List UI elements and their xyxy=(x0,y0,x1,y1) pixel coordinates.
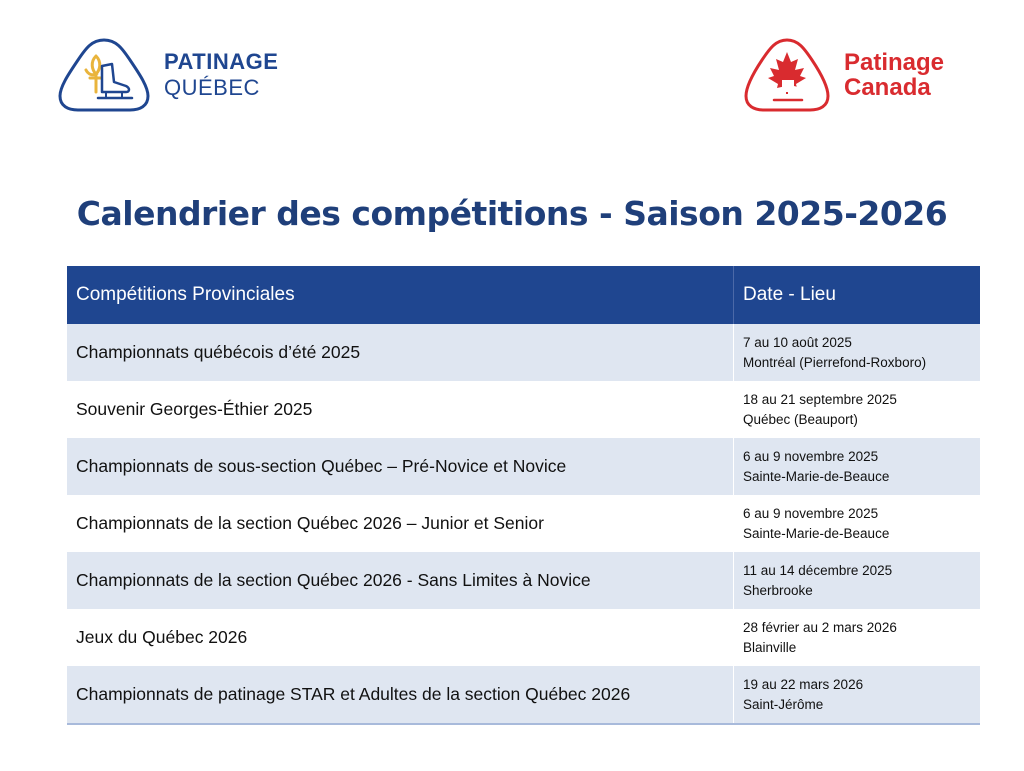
competition-place: Sainte-Marie-de-Beauce xyxy=(743,468,890,484)
date-location xyxy=(734,495,981,552)
logo-canada-line2: Canada xyxy=(844,74,931,101)
header-competitions: Compétitions Provinciales xyxy=(67,266,734,324)
table-header-row xyxy=(67,266,980,324)
page-title: Calendrier des compétitions - Saison 2025-2026 xyxy=(76,194,948,233)
table-row xyxy=(67,381,980,438)
date-location xyxy=(734,324,981,381)
date-location xyxy=(734,552,981,609)
maple-leaf-skate-icon xyxy=(742,36,832,114)
logo-canada-line1: Patinage xyxy=(844,48,945,76)
competition-date: 28 février au 2 mars 2026 xyxy=(743,619,897,635)
competition-name: Souvenir Georges-Éthier 2025 xyxy=(67,381,734,438)
competition-date: 11 au 14 décembre 2025 xyxy=(743,562,893,578)
competitions-table xyxy=(67,266,980,725)
logo-quebec-line1: PATINAGE xyxy=(164,49,279,74)
competition-date: 19 au 22 mars 2026 xyxy=(743,676,864,692)
table-row xyxy=(67,495,980,552)
date-location xyxy=(734,666,981,724)
competition-name: Championnats de sous-section Québec – Pré-Novice et Novice xyxy=(67,438,734,495)
logo-quebec-line2: QUÉBEC xyxy=(164,75,260,100)
competition-date: 18 au 21 septembre 2025 xyxy=(743,391,897,407)
competition-place: Sherbrooke xyxy=(743,582,813,598)
competition-name: Championnats de la section Québec 2026 - Sans Limites à Novice xyxy=(67,552,734,609)
table-row xyxy=(67,552,980,609)
competition-place: Saint-Jérôme xyxy=(743,696,824,712)
table-row xyxy=(67,324,980,381)
competition-place: Blainville xyxy=(743,639,797,655)
competition-place: Montréal (Pierrefond-Roxboro) xyxy=(743,354,927,370)
competition-name: Championnats de patinage STAR et Adultes de la section Québec 2026 xyxy=(67,666,734,724)
competition-name: Jeux du Québec 2026 xyxy=(67,609,734,666)
competition-place: Québec (Beauport) xyxy=(743,411,858,427)
competition-name: Championnats québécois d’été 2025 xyxy=(67,324,734,381)
competition-date: 6 au 9 novembre 2025 xyxy=(743,448,879,464)
date-location xyxy=(734,438,981,495)
table-row xyxy=(67,666,980,724)
date-location xyxy=(734,609,981,666)
competition-date: 6 au 9 novembre 2025 xyxy=(743,505,879,521)
table-row xyxy=(67,438,980,495)
date-location xyxy=(734,381,981,438)
competition-date: 7 au 10 août 2025 xyxy=(743,334,852,350)
competition-name: Championnats de la section Québec 2026 – Junior et Senior xyxy=(67,495,734,552)
fleur-de-lis-skate-icon xyxy=(56,36,152,114)
table-row xyxy=(67,609,980,666)
patinage-quebec-logo xyxy=(56,36,278,114)
header-date-location: Date - Lieu xyxy=(734,266,981,324)
patinage-canada-logo xyxy=(742,36,944,114)
competition-place: Sainte-Marie-de-Beauce xyxy=(743,525,890,541)
